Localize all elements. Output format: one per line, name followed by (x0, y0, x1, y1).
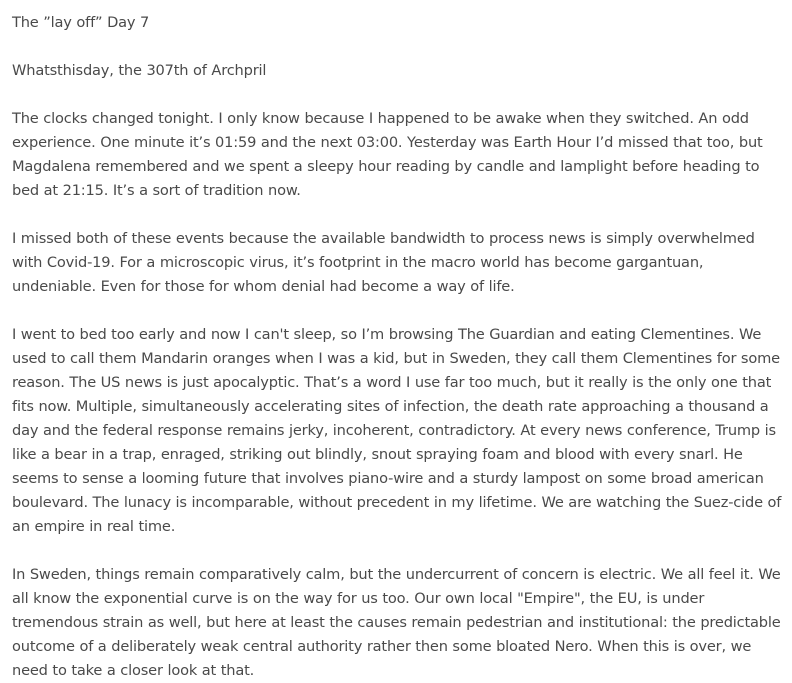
paragraph-us-news: I went to bed too early and now I can't sleep, so I’m browsing The Guardian and eating Clementines. We used to call them Mandarin oranges when I was a kid, but in Sweden, they call them Clementines for some reason. The US news is just apocalyptic. That’s a word I use far too much, but it really is the only one that fits now. Multiple, simultaneously accelerating sites of infection, the death rate approaching a thousand a day and the federal response remains jerky, incoherent, contradictory. At every news conference, Trump is like a bear in a trap, enraged, striking out blindly, snout spraying foam and blood with every snarl. He seems to sense a looming future that involves piano-wire and a sturdy lampost on some broad american boulevard. The lunacy is incomparable, without precedent in my lifetime. We are watching the Suez-cide of an empire in real time. (12, 326, 782, 535)
paragraph-covid: I missed both of these events because the available bandwidth to process news is simply overwhelmed with Covid-19. For a microscopic virus, it’s footprint in the macro world has become gargantuan, undeniable. Even for those for whom denial had become a way of life. (12, 230, 755, 295)
paragraph-sweden: In Sweden, things remain comparatively calm, but the undercurrent of concern is electric. We all feel it. We all know the exponential curve is on the way for us too. Our own local "Empire", the EU, is under tremendous strain as well, but here at least the causes remain pedestrian and institutional: the predictable outcome of a deliberately weak central authority rather then some bloated Nero. When this is over, we need to take a closer look at that. (12, 566, 781, 679)
post-dateline: Whatsthisday, the 307th of Archpril (12, 62, 267, 79)
post-title: The ”lay off” Day 7 (12, 14, 150, 31)
paragraph-clocks: The clocks changed tonight. I only know because I happened to be awake when they switched. An odd experience. One minute it’s 01:59 and the next 03:00. Yesterday was Earth Hour I’d missed that too, but Magdalena remembered and we spent a sleepy hour reading by candle and lamplight before heading to bed at 21:15. It’s a sort of tradition now. (12, 110, 763, 199)
post-body (12, 11, 787, 683)
